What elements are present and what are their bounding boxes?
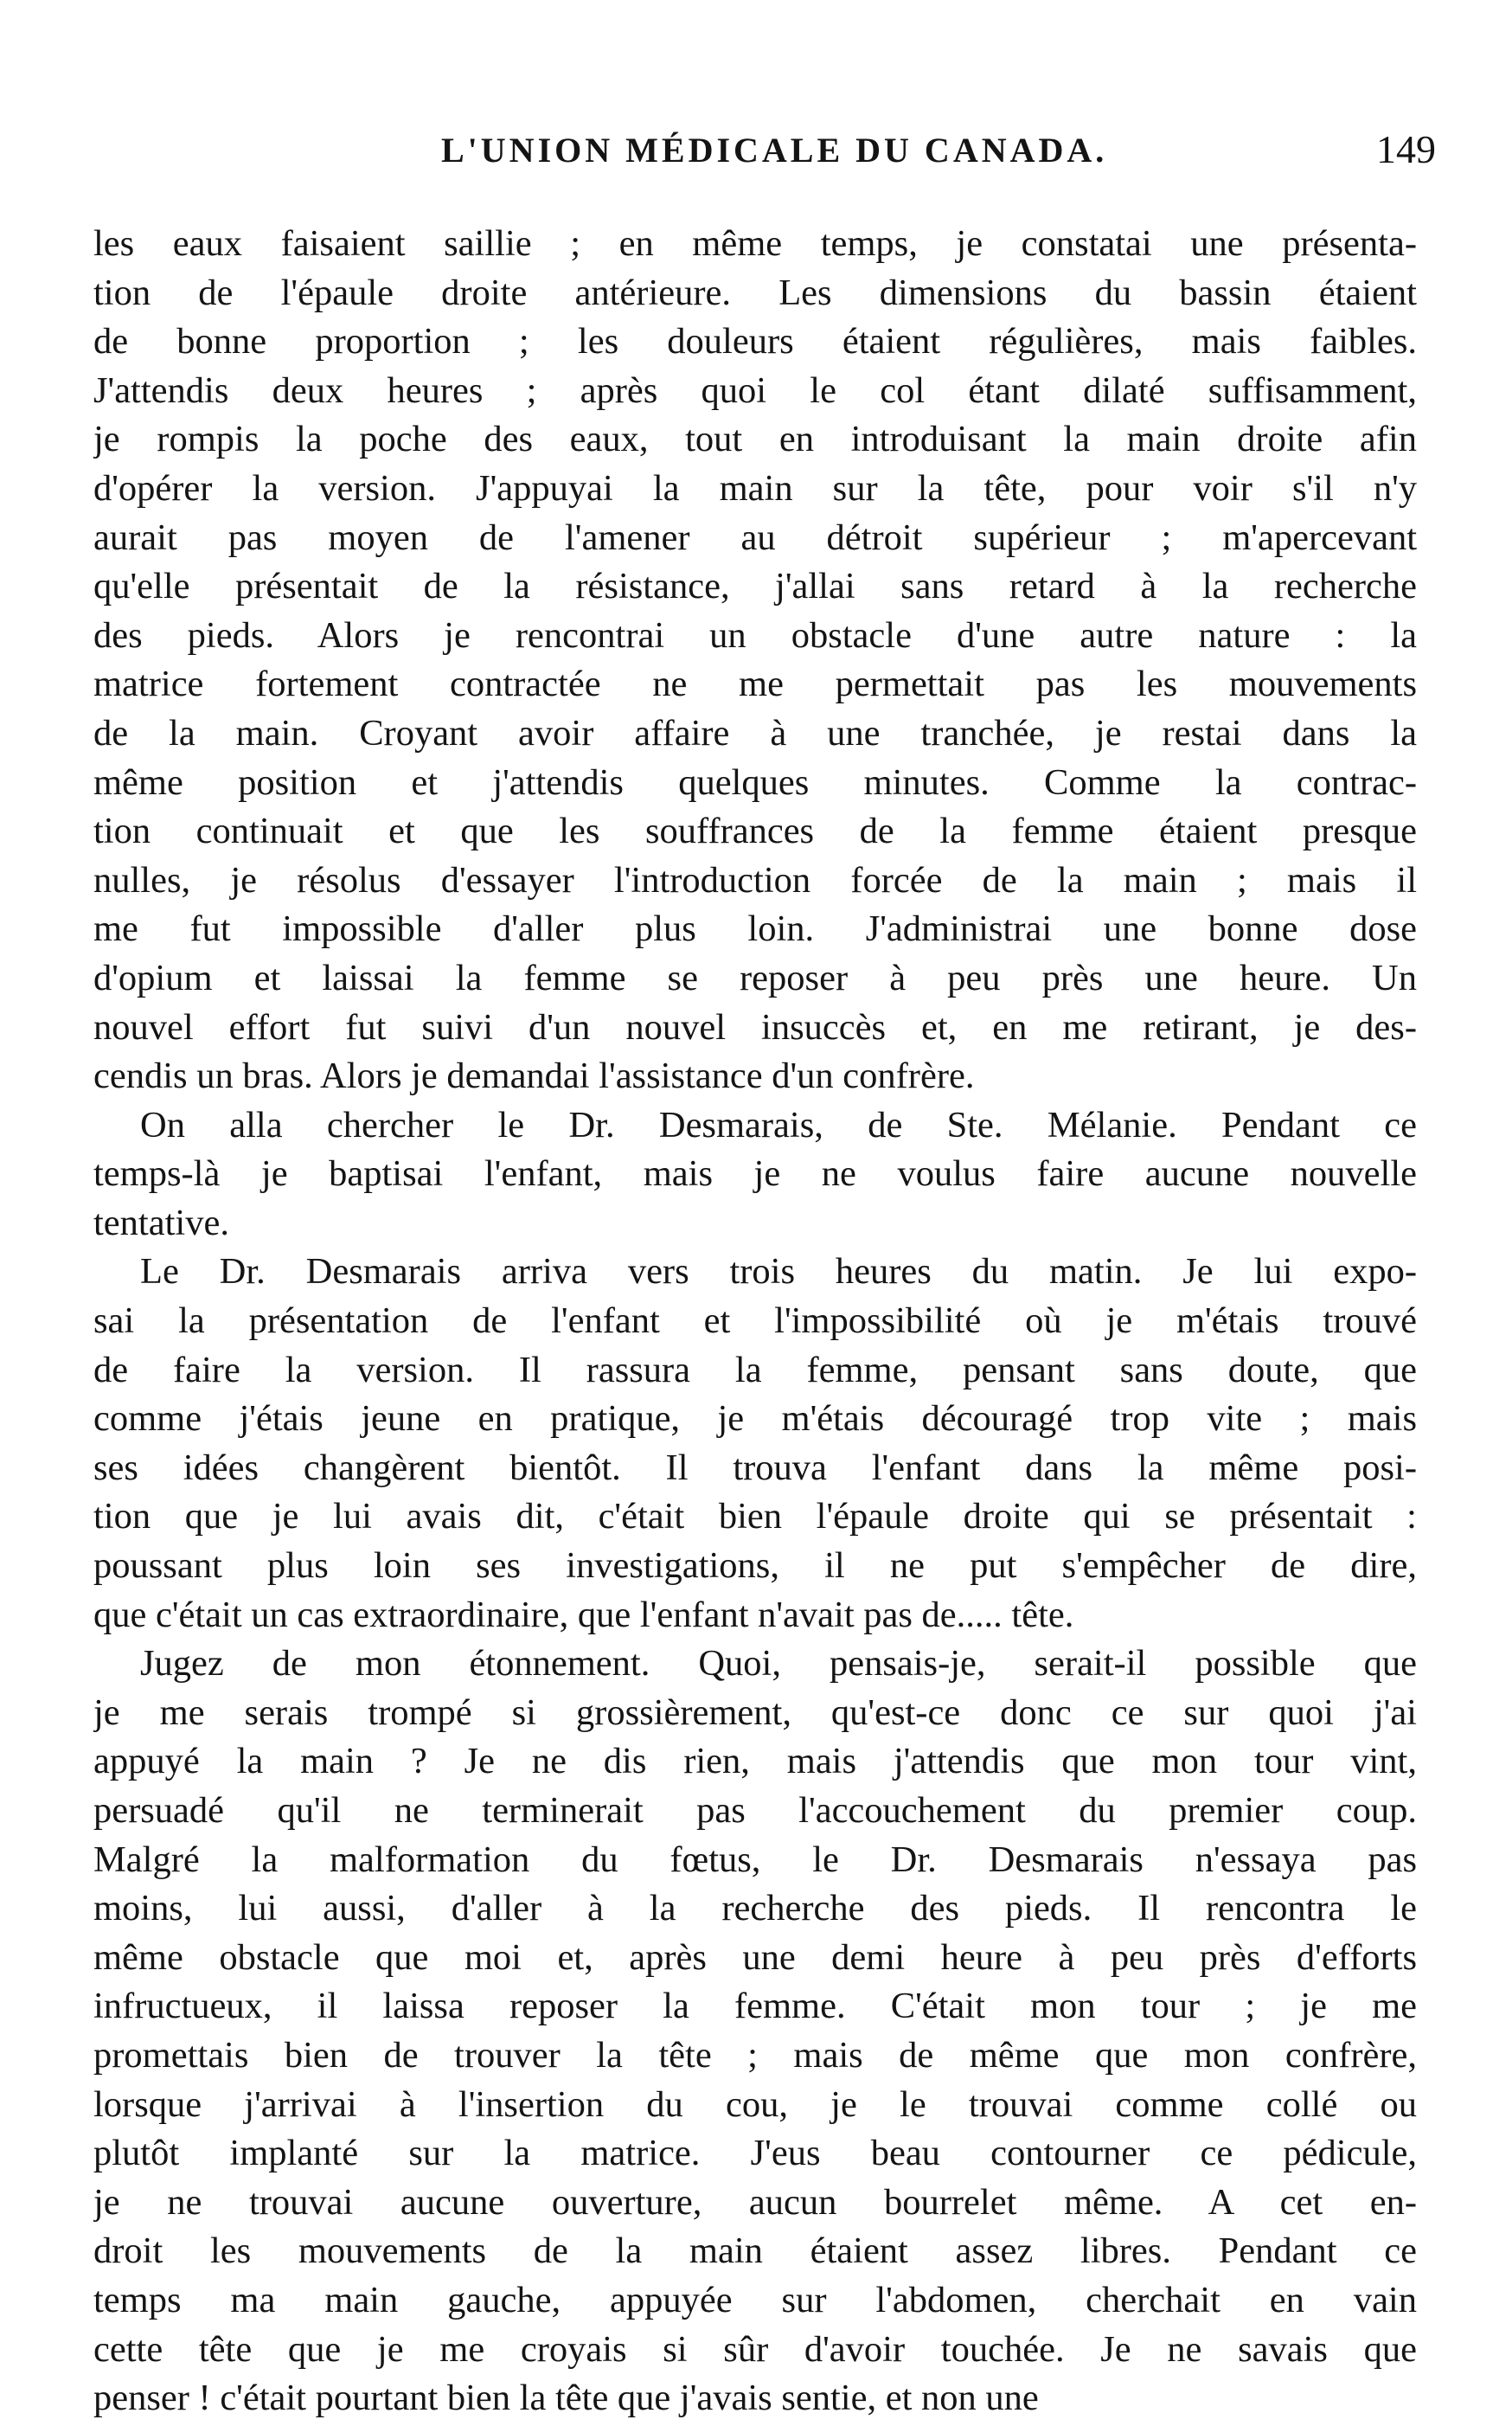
text-line: cendis un bras. Alors je demandai l'assistance d'un confrère. xyxy=(93,1056,975,1097)
text-line: tion de l'épaule droite antérieure. Les dimensions du bassin étaient xyxy=(93,272,1417,313)
text-line: des pieds. Alors je rencontrai un obstacle d'une autre nature : la xyxy=(93,614,1417,656)
text-line: On alla chercher le Dr. Desmarais, de Ste. Mélanie. Pendant ce xyxy=(140,1104,1417,1146)
text-line: de bonne proportion ; les douleurs étaient régulières, mais faibles. xyxy=(93,321,1417,363)
text-line: cette tête que je me croyais si sûr d'avoir touchée. Je ne savais que xyxy=(93,2328,1417,2370)
text-line: ses idées changèrent bientôt. Il trouva l'enfant dans la même posi- xyxy=(93,1447,1417,1488)
text-line: qu'elle présentait de la résistance, j'allai sans retard à la recherche xyxy=(93,566,1417,607)
text-line: me fut impossible d'aller plus loin. J'administrai une bonne dose xyxy=(93,908,1417,950)
page-header xyxy=(86,127,1436,182)
text-line: tion que je lui avais dit, c'était bien l'épaule droite qui se présentait : xyxy=(93,1496,1417,1537)
text-line: même position et j'attendis quelques minutes. Comme la contrac- xyxy=(93,761,1417,803)
text-line: je me serais trompé si grossièrement, qu'est-ce donc ce sur quoi j'ai xyxy=(93,1691,1417,1733)
text-line: les eaux faisaient saillie ; en même temps, je constatai une présenta- xyxy=(93,223,1417,264)
text-line: poussant plus loin ses investigations, il ne put s'empêcher de dire, xyxy=(93,1545,1417,1587)
text-line: que c'était un cas extraordinaire, que l'enfant n'avait pas de..... tête. xyxy=(93,1594,1074,1635)
text-line: nulles, je résolus d'essayer l'introduction forcée de la main ; mais il xyxy=(93,859,1417,901)
running-head: L'UNION MÉDICALE DU CANADA. xyxy=(441,131,1108,170)
text-line: comme j'étais jeune en pratique, je m'étais découragé trop vite ; mais xyxy=(93,1398,1417,1440)
text-line: je ne trouvai aucune ouverture, aucun bourrelet même. A cet en- xyxy=(93,2181,1417,2223)
text-line: de faire la version. Il rassura la femme, pensant sans doute, que xyxy=(93,1349,1417,1390)
page-number: 149 xyxy=(1376,127,1436,171)
text-line: Jugez de mon étonnement. Quoi, pensais-je, serait-il possible que xyxy=(140,1643,1417,1685)
text-line: tentative. xyxy=(93,1202,229,1243)
text-line: droit les mouvements de la main étaient assez libres. Pendant ce xyxy=(93,2230,1417,2272)
text-line: d'opium et laissai la femme se reposer à peu près une heure. Un xyxy=(93,957,1417,998)
text-line: Malgré la malformation du fœtus, le Dr. Desmarais n'essaya pas xyxy=(93,1839,1417,1880)
text-line: plutôt implanté sur la matrice. J'eus beau contourner ce pédicule, xyxy=(93,2133,1417,2174)
text-line: nouvel effort fut suivi d'un nouvel insuccès et, en me retirant, je des- xyxy=(93,1006,1417,1048)
paragraph xyxy=(93,1248,1417,1640)
text-line: tion continuait et que les souffrances de la femme étaient presque xyxy=(93,811,1417,852)
text-line: infructueux, il laissa reposer la femme. C'était mon tour ; je me xyxy=(93,1986,1417,2027)
text-line: de la main. Croyant avoir affaire à une tranchée, je restai dans la xyxy=(93,712,1417,754)
paragraph xyxy=(93,220,1417,1101)
text-line: sai la présentation de l'enfant et l'impossibilité où je m'étais trouvé xyxy=(93,1300,1417,1342)
text-line: persuadé qu'il ne terminerait pas l'accouchement du premier coup. xyxy=(93,1790,1417,1831)
text-line: d'opérer la version. J'appuyai la main sur la tête, pour voir s'il n'y xyxy=(93,467,1417,509)
text-line: moins, lui aussi, d'aller à la recherche des pieds. Il rencontra le xyxy=(93,1888,1417,1929)
text-line: J'attendis deux heures ; après quoi le col étant dilaté suffisamment, xyxy=(93,369,1417,411)
text-line: penser ! c'était pourtant bien la tête que j'avais sentie, et non une xyxy=(93,2378,1039,2419)
text-line: appuyé la main ? Je ne dis rien, mais j'attendis que mon tour vint, xyxy=(93,1741,1417,1782)
paragraph xyxy=(93,1101,1417,1248)
text-line: je rompis la poche des eaux, tout en introduisant la main droite afin xyxy=(93,419,1417,460)
text-line: aurait pas moyen de l'amener au détroit supérieur ; m'apercevant xyxy=(93,517,1417,558)
text-line: même obstacle que moi et, après une demi heure à peu près d'efforts xyxy=(93,1936,1417,1978)
paragraph xyxy=(93,1640,1417,2423)
body-text xyxy=(93,220,1417,2423)
text-line: matrice fortement contractée ne me permettait pas les mouvements xyxy=(93,664,1417,705)
text-line: temps ma main gauche, appuyée sur l'abdomen, cherchait en vain xyxy=(93,2279,1417,2320)
text-line: Le Dr. Desmarais arriva vers trois heures du matin. Je lui expo- xyxy=(140,1251,1417,1293)
text-line: lorsque j'arrivai à l'insertion du cou, je le trouvai comme collé ou xyxy=(93,2083,1417,2125)
text-line: promettais bien de trouver la tête ; mais de même que mon confrère, xyxy=(93,2034,1417,2076)
text-line: temps-là je baptisai l'enfant, mais je ne voulus faire aucune nouvelle xyxy=(93,1153,1417,1195)
